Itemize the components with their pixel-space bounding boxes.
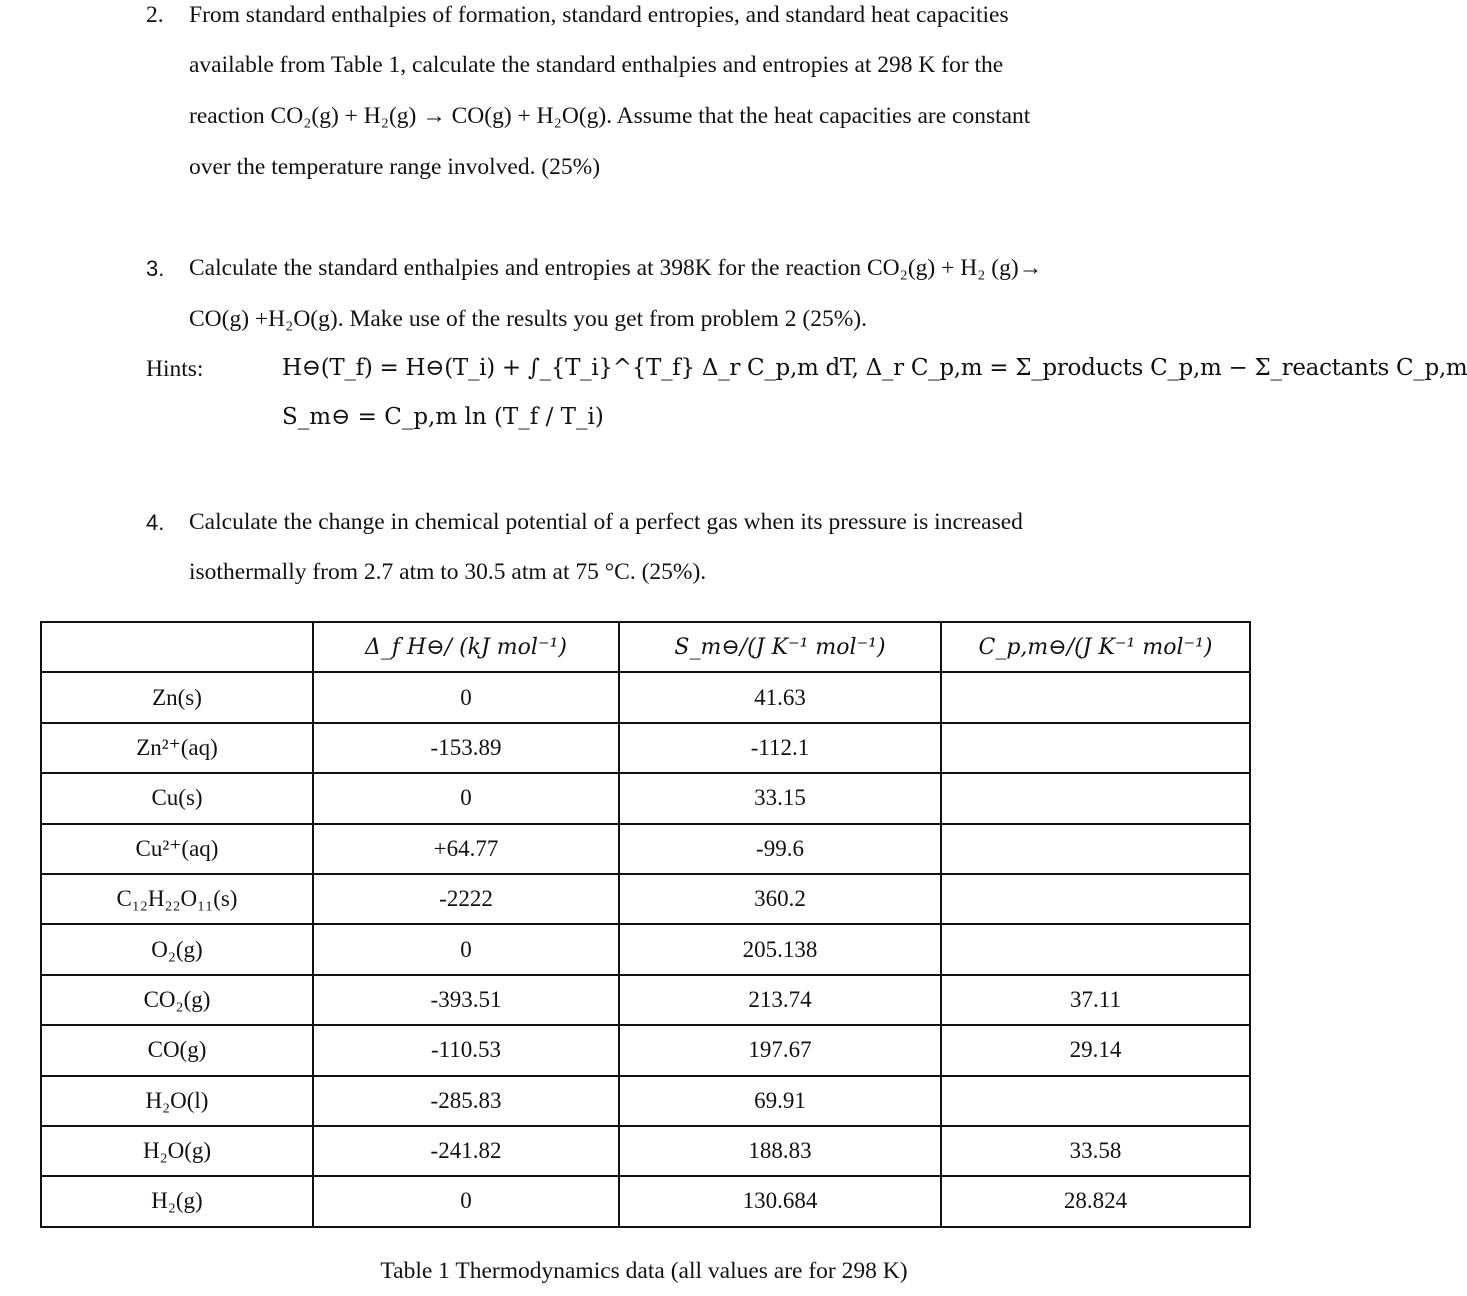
cell-enthalpy: 0 — [313, 773, 619, 823]
table-row — [41, 1126, 1250, 1176]
cell-species: C₁₂H₂₂O₁₁(s) — [41, 874, 313, 924]
table-row — [41, 874, 1250, 924]
cell-heat-capacity — [941, 773, 1250, 823]
cell-entropy: 188.83 — [619, 1126, 941, 1176]
cell-entropy: 33.15 — [619, 773, 941, 823]
header-species — [41, 622, 313, 672]
table-row — [41, 1025, 1250, 1075]
cell-species: O₂(g) — [41, 924, 313, 974]
problem-number: 4. — [146, 510, 165, 535]
cell-enthalpy: -110.53 — [313, 1025, 619, 1075]
cell-species: CO₂(g) — [41, 975, 313, 1025]
hint-formula-enthalpy: H⊖(T_f) = H⊖(T_i) + ∫_{T_i}^{T_f} Δ_r C_p,m dT, Δ_r C_p,m = Σ_products C_p,m − Σ_reactants C_p,m — [282, 355, 1467, 381]
cell-entropy: 360.2 — [619, 874, 941, 924]
cell-entropy: 213.74 — [619, 975, 941, 1025]
cell-entropy: 69.91 — [619, 1076, 941, 1126]
cell-enthalpy: -153.89 — [313, 723, 619, 773]
cell-enthalpy: +64.77 — [313, 824, 619, 874]
cell-heat-capacity: 29.14 — [941, 1025, 1250, 1075]
cell-species: CO(g) — [41, 1025, 313, 1075]
cell-entropy: 197.67 — [619, 1025, 941, 1075]
problem-text-line: From standard enthalpies of formation, standard entropies, and standard heat capacities — [189, 2, 1009, 28]
cell-enthalpy: 0 — [313, 1176, 619, 1226]
problem-text-line: Calculate the standard enthalpies and entropies at 398K for the reaction CO₂(g) + H₂ (g)→ — [189, 255, 1043, 281]
cell-heat-capacity: 37.11 — [941, 975, 1250, 1025]
problem-text-line: reaction CO₂(g) + H₂(g) → CO(g) + H₂O(g). Assume that the heat capacities are constant — [189, 103, 1031, 129]
problem-text-line: isothermally from 2.7 atm to 30.5 atm at 75 °C. (25%). — [189, 559, 707, 585]
cell-heat-capacity — [941, 723, 1250, 773]
table-row — [41, 773, 1250, 823]
problem-text-line: Calculate the change in chemical potential of a perfect gas when its pressure is increased — [189, 509, 1023, 535]
cell-entropy: -112.1 — [619, 723, 941, 773]
cell-species: Cu(s) — [41, 773, 313, 823]
problem-text-line: over the temperature range involved. (25%) — [189, 154, 601, 180]
cell-heat-capacity — [941, 1076, 1250, 1126]
cell-species: H₂O(g) — [41, 1126, 313, 1176]
table-row — [41, 723, 1250, 773]
cell-heat-capacity — [941, 924, 1250, 974]
cell-species: Zn(s) — [41, 672, 313, 722]
problem-text-line: CO(g) +H₂O(g). Make use of the results you get from problem 2 (25%). — [189, 306, 867, 332]
hints-label: Hints: — [146, 356, 204, 382]
cell-heat-capacity — [941, 874, 1250, 924]
cell-enthalpy: -241.82 — [313, 1126, 619, 1176]
table-row — [41, 975, 1250, 1025]
cell-enthalpy: -285.83 — [313, 1076, 619, 1126]
cell-species: Zn²⁺(aq) — [41, 723, 313, 773]
cell-heat-capacity — [941, 672, 1250, 722]
header-entropy: S_m⊖/(J K⁻¹ mol⁻¹) — [619, 622, 941, 672]
cell-enthalpy: -2222 — [313, 874, 619, 924]
cell-enthalpy: 0 — [313, 672, 619, 722]
problem-number: 2. — [146, 2, 164, 28]
cell-species: H₂O(l) — [41, 1076, 313, 1126]
cell-heat-capacity: 33.58 — [941, 1126, 1250, 1176]
table-header-row — [41, 622, 1250, 672]
table-row — [41, 672, 1250, 722]
cell-heat-capacity — [941, 824, 1250, 874]
thermodynamics-table — [40, 621, 1251, 1228]
cell-enthalpy: -393.51 — [313, 975, 619, 1025]
cell-entropy: 130.684 — [619, 1176, 941, 1226]
cell-species: Cu²⁺(aq) — [41, 824, 313, 874]
problem-number: 3. — [146, 256, 165, 281]
header-enthalpy: Δ_f H⊖/ (kJ mol⁻¹) — [313, 622, 619, 672]
cell-entropy: 41.63 — [619, 672, 941, 722]
cell-species: H₂(g) — [41, 1176, 313, 1226]
table-row — [41, 1176, 1250, 1226]
cell-entropy: 205.138 — [619, 924, 941, 974]
table-caption: Table 1 Thermodynamics data (all values are for 298 K) — [380, 1258, 908, 1284]
table-row — [41, 924, 1250, 974]
cell-heat-capacity: 28.824 — [941, 1176, 1250, 1226]
header-heat-capacity: C_p,m⊖/(J K⁻¹ mol⁻¹) — [941, 622, 1250, 672]
problem-text-line: available from Table 1, calculate the standard enthalpies and entropies at 298 K for the — [189, 52, 1004, 78]
cell-entropy: -99.6 — [619, 824, 941, 874]
hint-formula-entropy: S_m⊖ = C_p,m ln (T_f / T_i) — [282, 404, 604, 430]
table-row — [41, 1076, 1250, 1126]
table-row — [41, 824, 1250, 874]
cell-enthalpy: 0 — [313, 924, 619, 974]
